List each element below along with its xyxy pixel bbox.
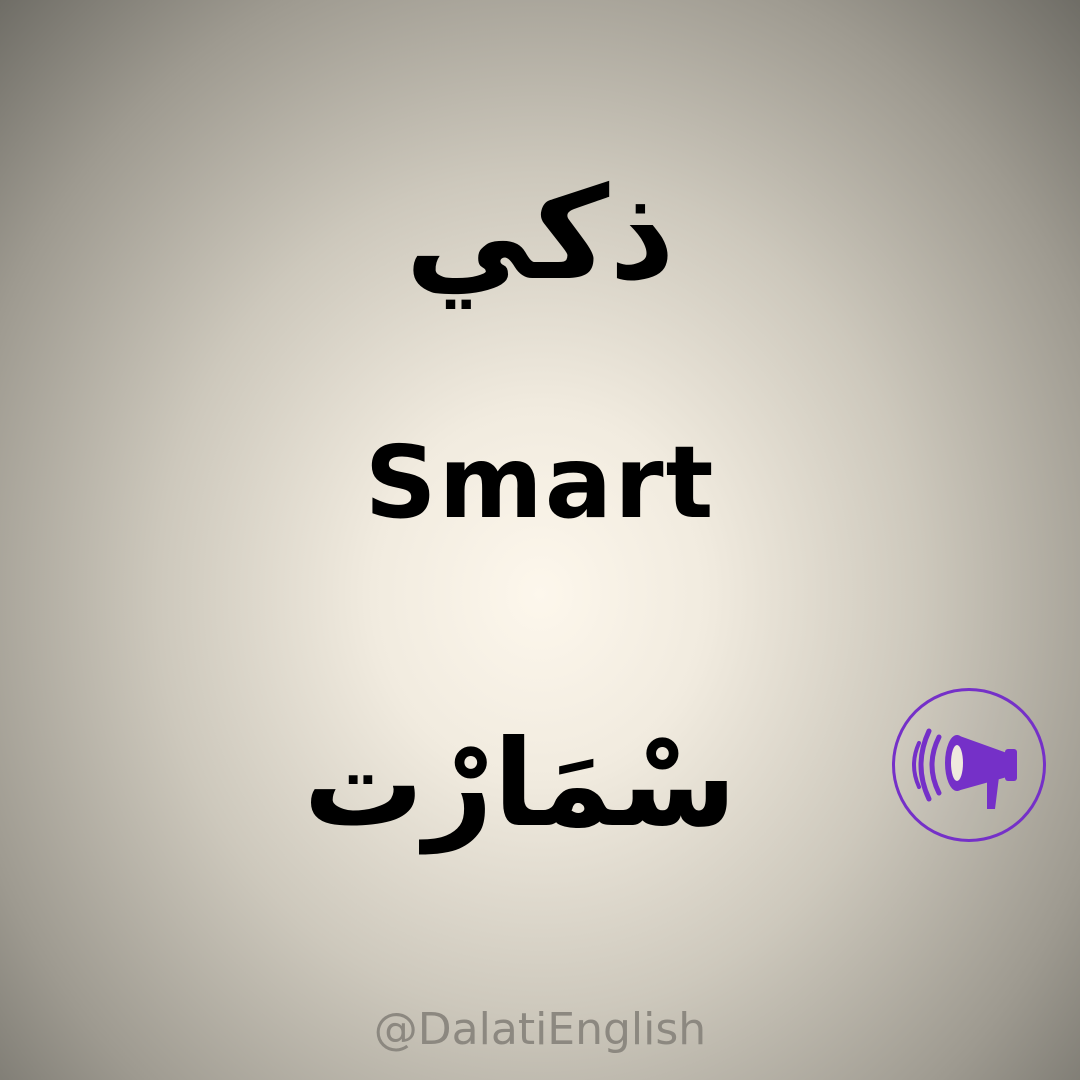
social-handle: @DalatiEnglish: [373, 1004, 707, 1055]
megaphone-icon: [895, 691, 1043, 839]
english-word: Smart: [364, 424, 716, 541]
arabic-word: ذكي: [405, 160, 675, 309]
pronunciation-text: سْمَارْت: [303, 715, 737, 854]
play-audio-button[interactable]: [892, 688, 1046, 842]
